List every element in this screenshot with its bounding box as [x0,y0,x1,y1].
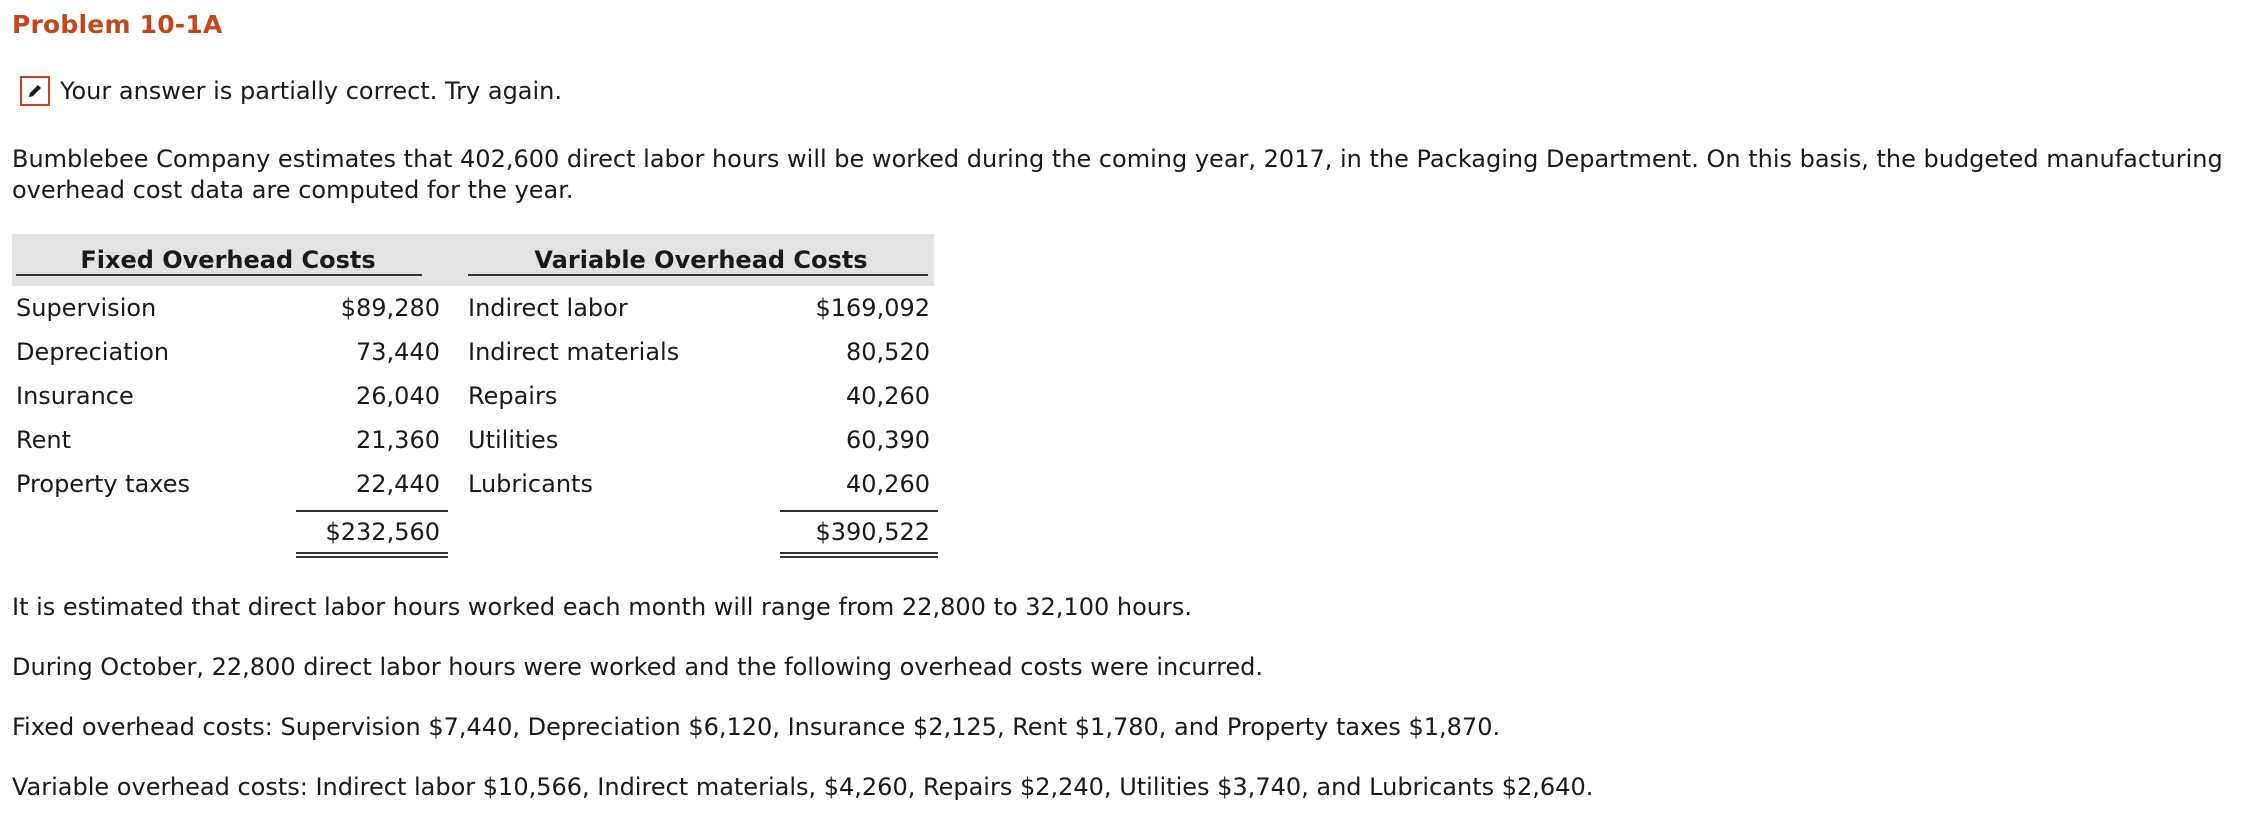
table-row [12,462,934,506]
totals-row [12,506,934,558]
fixed-overhead-header: Fixed Overhead Costs [12,234,444,286]
fixed-cost-label: Rent [16,426,71,454]
table-row [12,330,934,374]
fixed-cost-label: Property taxes [16,470,191,498]
variable-total-cell [768,506,934,558]
variable-cost-amount: 80,520 [846,338,930,366]
status-message: Your answer is partially correct. Try again. [60,77,563,105]
variable-cost-amount: $169,092 [815,294,930,322]
fixed-cost-amount: $89,280 [340,294,440,322]
october-hours-text: During October, 22,800 direct labor hours were worked and the following overhead costs were incurred. [12,653,1264,681]
labor-hours-range-text: It is estimated that direct labor hours worked each month will range from 22,800 to 32,100 hours. [12,593,1192,621]
variable-cost-label: Lubricants [468,470,593,498]
fixed-cost-label: Depreciation [16,338,170,366]
overhead-cost-table [12,234,934,558]
variable-cost-label: Utilities [468,426,559,454]
variable-cost-amount: 60,390 [846,426,930,454]
variable-cost-label: Indirect materials [468,338,680,366]
table-row [12,374,934,418]
problem-title: Problem 10-1A [12,10,223,39]
fixed-cost-amount: 26,040 [356,382,440,410]
variable-cost-label: Repairs [468,382,558,410]
table-row [12,286,934,330]
fixed-total: $232,560 [325,518,440,546]
variable-total: $390,522 [815,518,930,546]
pencil-icon[interactable] [20,76,50,106]
fixed-cost-label: Supervision [16,294,157,322]
fixed-incurred-text: Fixed overhead costs: Supervision $7,440, Depreciation $6,120, Insurance $2,125, Rent $1,780, and Property taxes $1,870. [12,713,1501,741]
fixed-cost-amount: 22,440 [356,470,440,498]
answer-status [20,76,562,106]
table-header-row [12,234,934,286]
variable-cost-label: Indirect labor [468,294,628,322]
problem-intro: Bumblebee Company estimates that 402,600 direct labor hours will be worked during the coming year, 2017, in the Packaging Department. On this basis, the budgeted manufacturing overhead cost data are computed for the year. [12,145,2223,204]
variable-overhead-header: Variable Overhead Costs [468,234,934,286]
table-row [12,418,934,462]
fixed-cost-amount: 21,360 [356,426,440,454]
variable-incurred-text: Variable overhead costs: Indirect labor $10,566, Indirect materials, $4,260, Repairs $2,240, Utilities $3,740, and Lubricants $2,640. [12,773,1594,801]
fixed-cost-label: Insurance [16,382,134,410]
variable-cost-amount: 40,260 [846,470,930,498]
fixed-total-cell [272,506,444,558]
fixed-cost-amount: 73,440 [356,338,440,366]
variable-cost-amount: 40,260 [846,382,930,410]
